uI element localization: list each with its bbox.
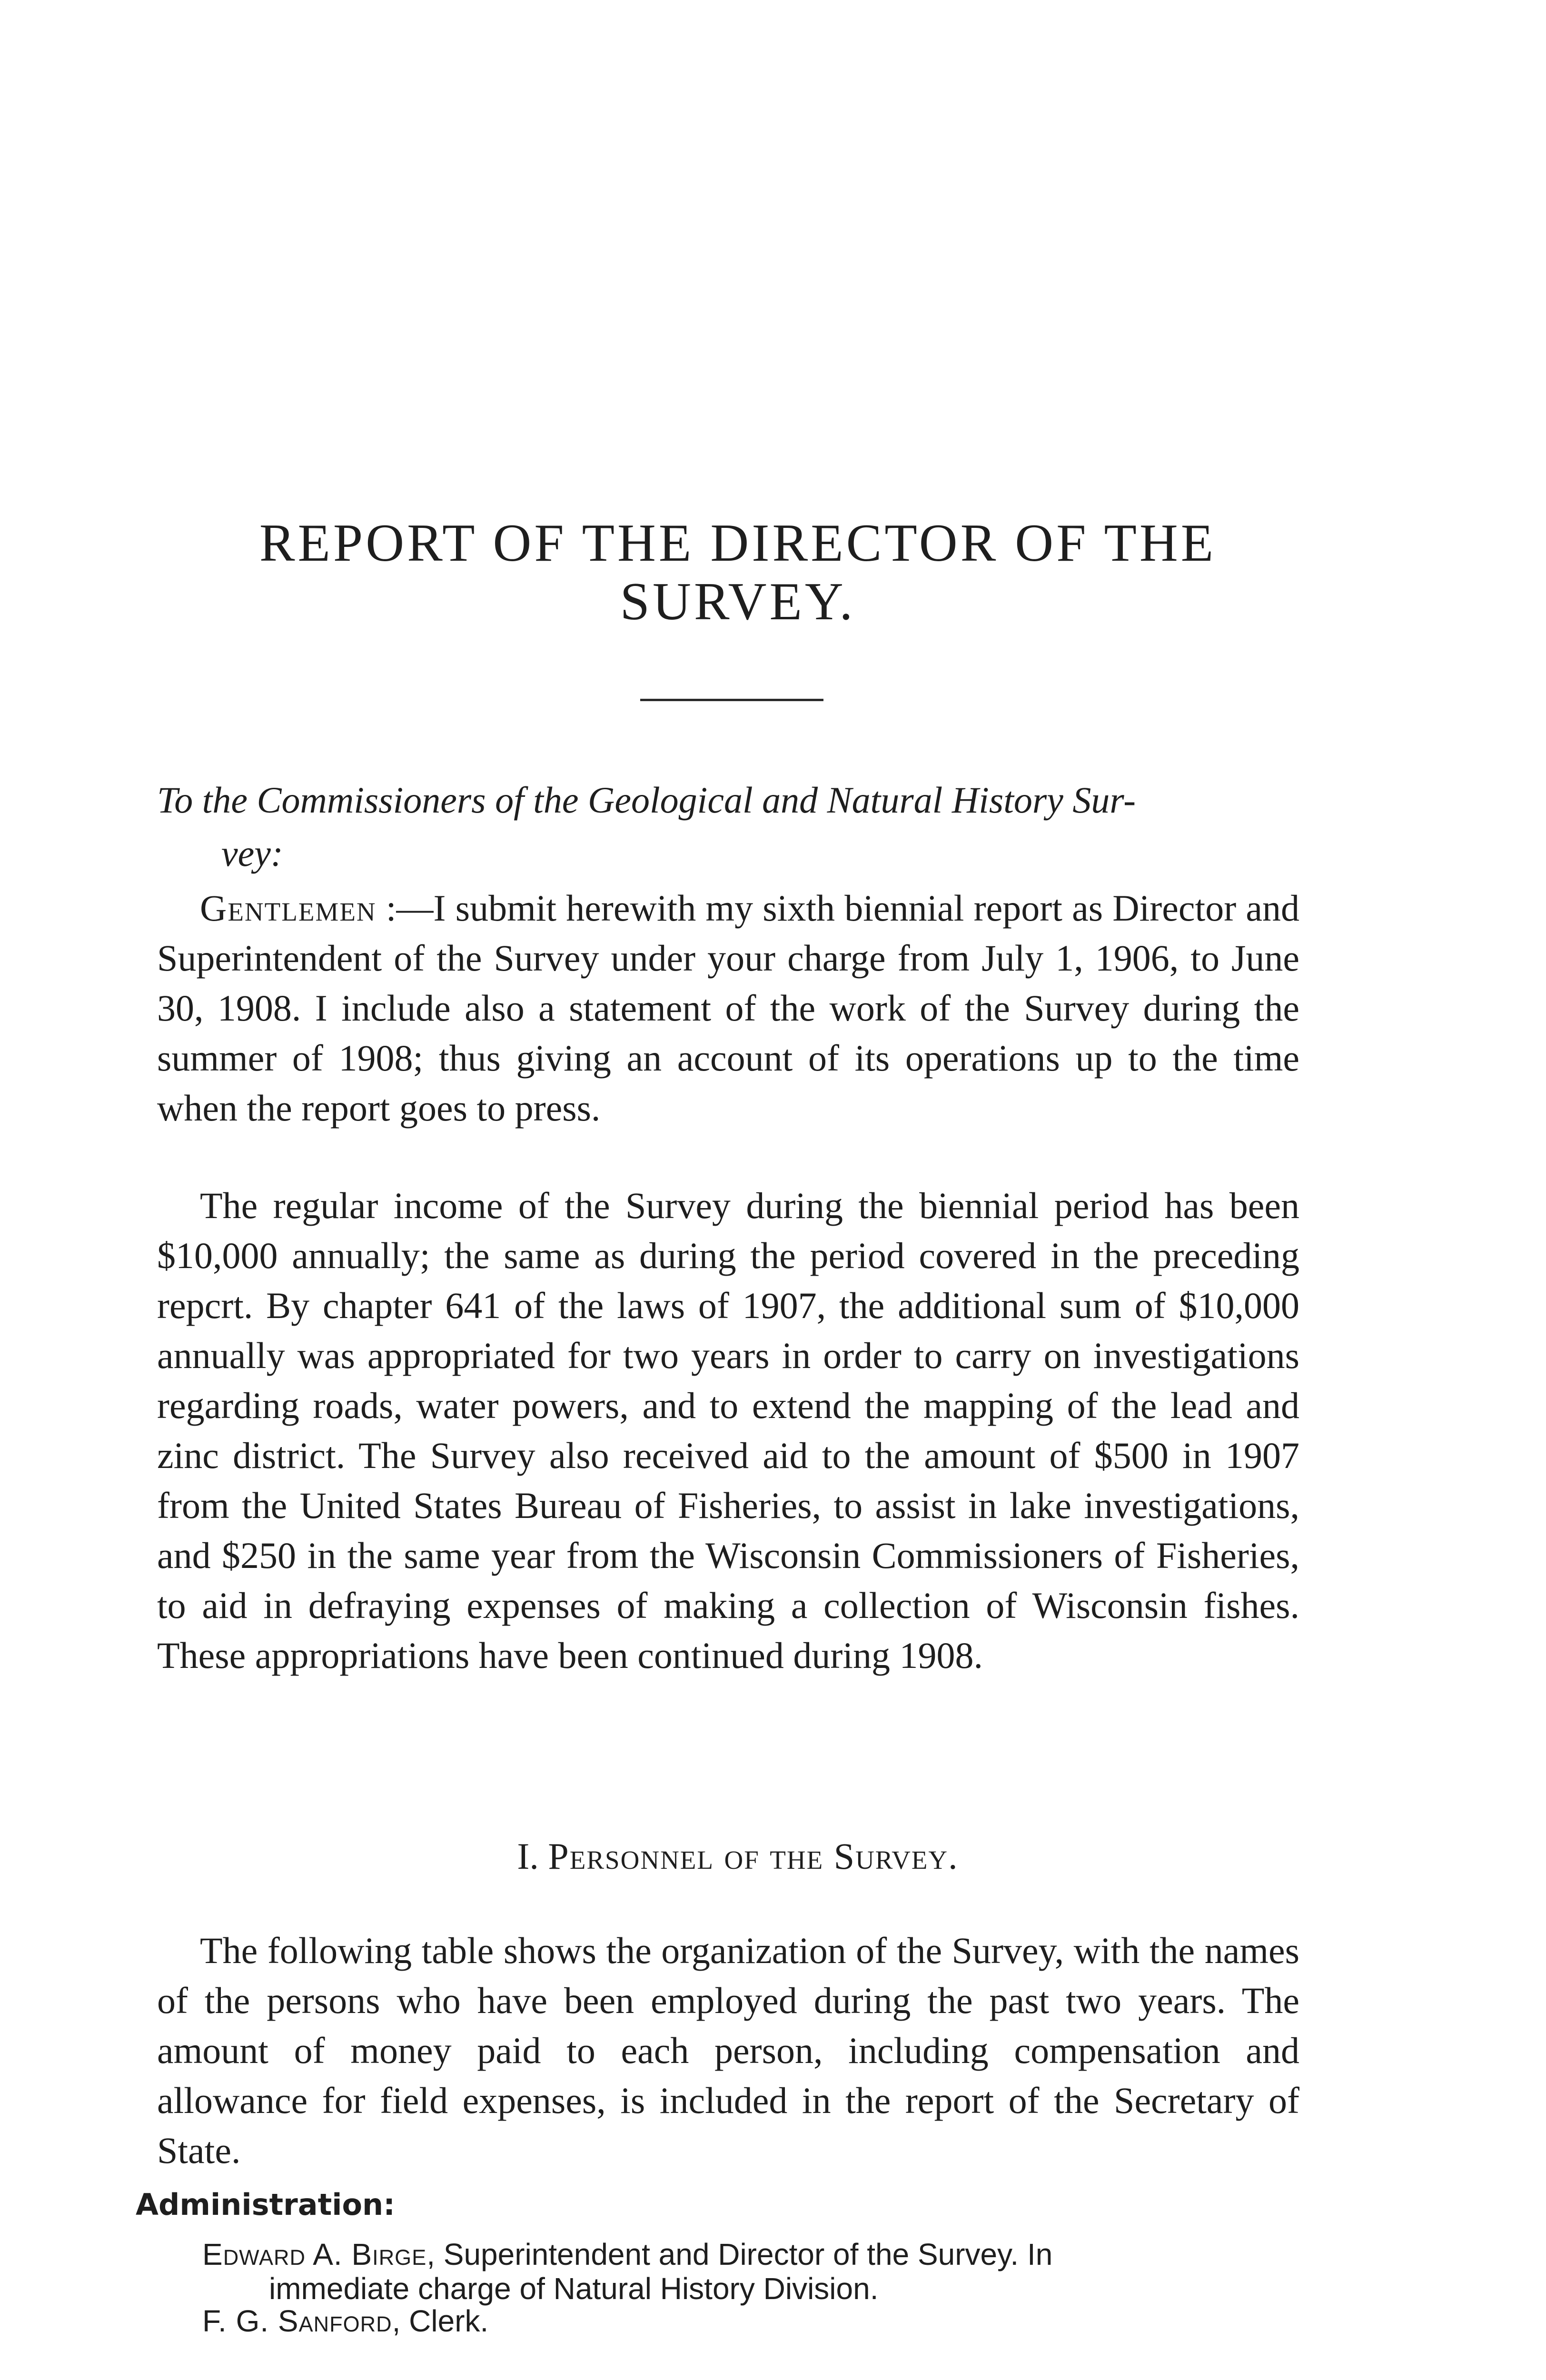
section-numeral: I.	[517, 1835, 539, 1877]
paragraph-1-text: :—I submit herewith my sixth biennial report as Director and Superintendent of the Survey under your charge from July 1, 1906, to June 30, 1908. I include also a statement of the work of the Survey during the summer of 1908; thus giving an account of its operations up to the time when the report goes to press.	[157, 887, 1299, 1129]
admin-entry-sanford	[202, 2304, 488, 2338]
title-divider	[640, 699, 823, 701]
report-title-line-2: SURVEY.	[620, 572, 856, 631]
admin-entry-role: , Superintendent and Director of the Survey. In	[426, 2237, 1053, 2271]
salutation-line-1: To the Commissioners of the Geological and Natural History Sur-	[157, 779, 1136, 821]
salutation	[157, 774, 1299, 880]
section-heading	[143, 1835, 1333, 1878]
admin-entry-birge	[202, 2237, 1307, 2306]
paragraph-3: The following table shows the organization of the Survey, with the names of the persons who have been employed during the past two years. The amount of money paid to each person, including compensation and allowance for field expenses, is included in the report of the Secretary of State.	[157, 1930, 1299, 2171]
paragraph-1	[157, 883, 1299, 1133]
salutation-line-2: vey:	[221, 833, 283, 874]
paragraph-2: The regular income of the Survey during the biennial period has been $10,000 annually; the same as during the period covered in the preceding repcrt. By chapter 641 of the laws of 1907, the additional sum of $10,000 annually was appropriated for two years in order to carry on investigations regarding roads, water powers, and to extend the mapping of the lead and zinc district. The Survey also received aid to the amount of $500 in 1907 from the United States Bureau of Fisheries, to assist in lake investigations, and $250 in the same year from the Wisconsin Commissioners of Fisheries, to aid in defraying expenses of making a collection of Wisconsin fishes. These appropriations have been continued during 1908.	[157, 1185, 1299, 1676]
admin-entry-role: , Clerk.	[392, 2304, 489, 2338]
paragraph-1-lead: Gentlemen	[200, 887, 377, 929]
section-title: Personnel of the Survey.	[548, 1835, 959, 1877]
admin-entry-name: F. G. Sanford	[202, 2304, 392, 2338]
administration-label: Administration:	[136, 2187, 395, 2222]
admin-entry-role-continued: immediate charge of Natural History Division.	[269, 2271, 879, 2306]
admin-entry-name: Edward A. Birge	[202, 2237, 427, 2271]
report-title-line-1: REPORT OF THE DIRECTOR OF THE	[259, 514, 1217, 573]
